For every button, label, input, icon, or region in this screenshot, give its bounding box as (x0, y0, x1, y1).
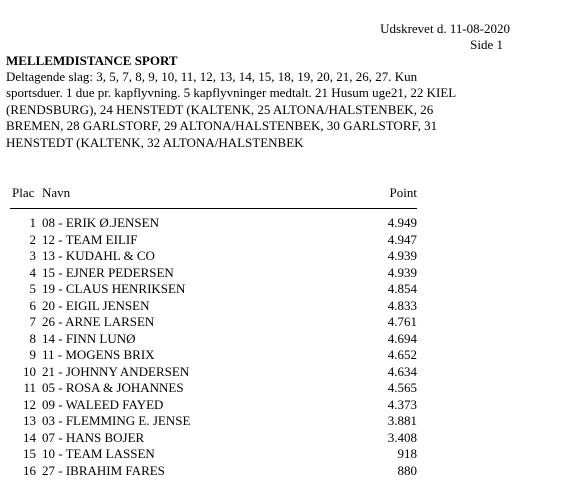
row-plac: 5 (29, 281, 36, 296)
row-navn: 13 - KUDAHL & CO (42, 248, 155, 263)
row-point: 3.408 (387, 429, 417, 445)
header-divider (10, 208, 417, 209)
row-plac: 15 (23, 446, 36, 461)
row-plac: 6 (29, 297, 36, 313)
row-point: 918 (397, 446, 417, 461)
table-row (0, 281, 565, 298)
row-plac: 13 (23, 413, 36, 428)
row-plac: 8 (29, 330, 36, 346)
row-point: 4.634 (387, 363, 417, 379)
row-plac: 9 (29, 347, 36, 362)
table-row (0, 413, 565, 430)
table-row (0, 248, 565, 265)
row-point: 4.652 (387, 347, 417, 362)
row-point: 4.373 (387, 396, 417, 412)
row-plac: 12 (23, 396, 36, 412)
row-plac: 14 (23, 429, 36, 445)
row-navn: 27 - IBRAHIM FARES (42, 462, 165, 478)
row-navn: 21 - JOHNNY ANDERSEN (42, 363, 190, 379)
row-point: 880 (397, 462, 417, 478)
report-description: Deltagende slag: 3, 5, 7, 8, 9, 10, 11, 12, 13, 14, 15, 18, 19, 20, 21, 26, 27. Kun sportsduer. 1 due pr. kapflyvning. 5 kapflyvninger medtalt. 21 Husum uge21, 22 KIEL (RENDSBURG), 24 HENSTEDT (KALTENK, 25 ALTONA/HALSTENBEK, 26 BREMEN, 28 GARLSTORF, 29 ALTONA/HALSTENBEK, 30 GARLSTORF, 31 HENSTEDT (KALTENK, 32 ALTONA/HALSTENBEK (6, 69, 456, 150)
row-point: 4.854 (387, 281, 417, 296)
table-row (0, 446, 565, 463)
row-plac: 2 (29, 231, 36, 247)
row-point: 4.939 (387, 264, 417, 280)
table-row (0, 380, 565, 397)
row-plac: 1 (29, 215, 36, 230)
row-plac: 16 (23, 462, 36, 478)
page-number: Side 1 (470, 37, 503, 52)
table-row (0, 364, 565, 381)
row-point: 4.761 (387, 314, 417, 329)
column-header-plac: Plac (12, 185, 35, 200)
report-title: MELLEMDISTANCE SPORT (6, 53, 178, 68)
results-table (0, 215, 565, 479)
row-point: 4.833 (387, 297, 417, 313)
row-navn: 11 - MOGENS BRIX (42, 347, 155, 362)
table-row (0, 298, 565, 315)
row-navn: 05 - ROSA & JOHANNES (42, 380, 184, 395)
row-point: 4.694 (387, 330, 417, 346)
print-date: Udskrevet d. 11-08-2020 (380, 21, 510, 36)
row-point: 3.881 (387, 413, 417, 428)
table-row (0, 232, 565, 249)
row-navn: 10 - TEAM LASSEN (42, 446, 155, 461)
column-header-navn: Navn (42, 185, 71, 200)
row-navn: 09 - WALEED FAYED (42, 396, 164, 412)
row-navn: 12 - TEAM EILIF (42, 231, 138, 247)
row-navn: 14 - FINN LUNØ (42, 330, 136, 346)
column-header-point: Point (389, 185, 417, 200)
row-plac: 7 (29, 314, 36, 329)
table-row (0, 397, 565, 414)
row-point: 4.947 (387, 231, 417, 247)
table-row (0, 430, 565, 447)
table-row (0, 347, 565, 364)
row-point: 4.949 (387, 215, 417, 230)
row-navn: 03 - FLEMMING E. JENSE (42, 413, 191, 428)
row-plac: 11 (23, 380, 36, 395)
row-navn: 26 - ARNE LARSEN (42, 314, 155, 329)
row-plac: 3 (29, 248, 36, 263)
row-navn: 15 - EJNER PEDERSEN (42, 264, 174, 280)
table-row (0, 314, 565, 331)
table-row (0, 215, 565, 232)
row-navn: 19 - CLAUS HENRIKSEN (42, 281, 186, 296)
row-point: 4.939 (387, 248, 417, 263)
row-plac: 10 (23, 363, 36, 379)
table-row (0, 265, 565, 282)
row-navn: 07 - HANS BOJER (42, 429, 145, 445)
row-point: 4.565 (387, 380, 417, 395)
row-navn: 20 - EIGIL JENSEN (42, 297, 150, 313)
row-navn: 08 - ERIK Ø.JENSEN (42, 215, 159, 230)
table-row (0, 331, 565, 348)
table-row (0, 463, 565, 480)
row-plac: 4 (29, 264, 36, 280)
